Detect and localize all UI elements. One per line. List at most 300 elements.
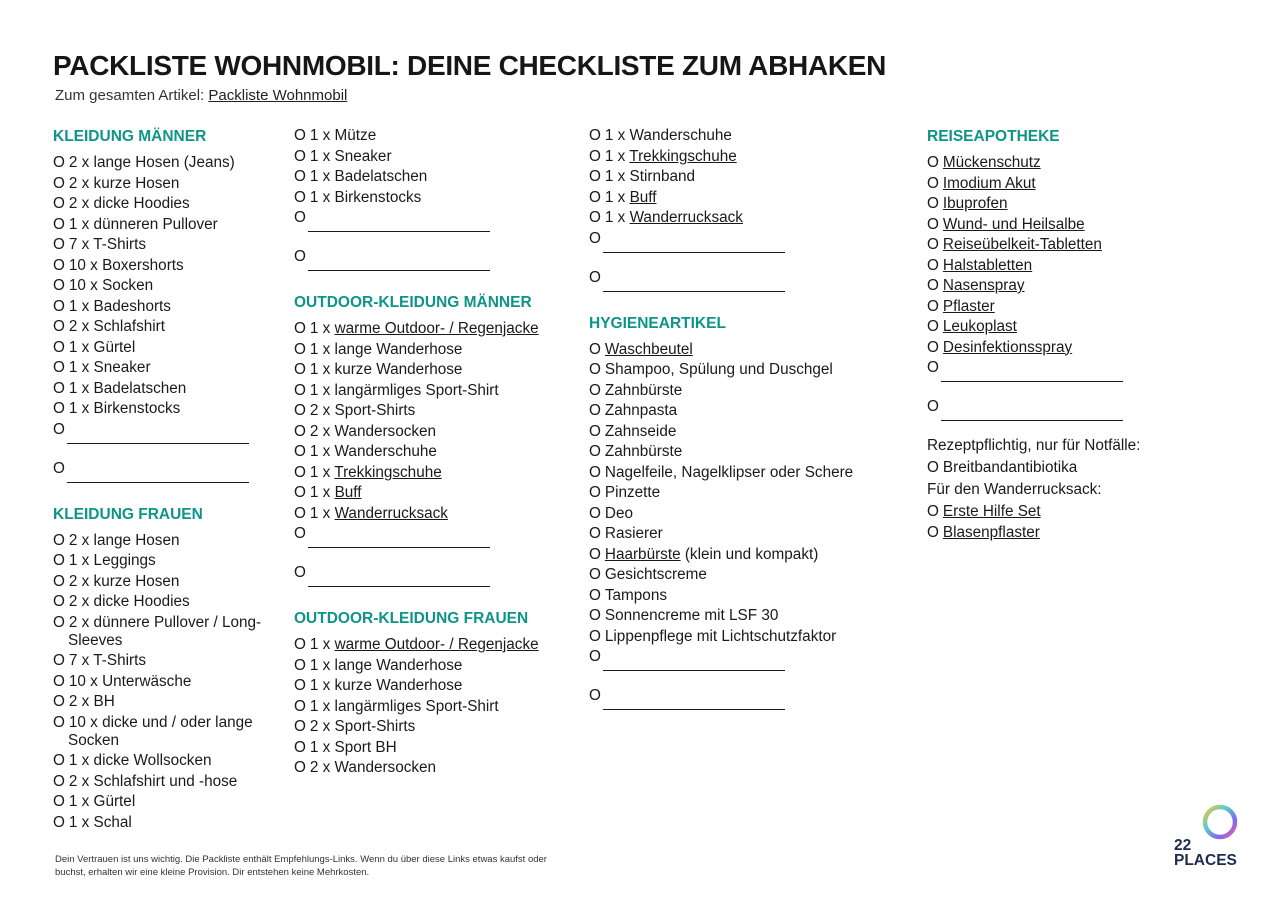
checklist-item	[294, 423, 574, 441]
checkbox-circle[interactable]: O	[589, 627, 601, 645]
item-text: 1 x lange Wanderhose	[309, 656, 463, 674]
checkbox-circle[interactable]: O	[294, 759, 306, 776]
checklist-item	[53, 814, 283, 832]
checklist-item	[53, 298, 283, 316]
checkbox-circle[interactable]: O	[294, 564, 306, 581]
checklist-section	[589, 127, 909, 292]
checklist-item	[927, 216, 1217, 234]
item-text: Breitbandantibiotika	[942, 459, 1078, 476]
checkbox-circle[interactable]: O	[927, 154, 939, 171]
item-quantity: 1 x	[604, 209, 630, 226]
checkbox-circle[interactable]: O	[53, 693, 65, 710]
checklist	[927, 154, 1217, 542]
item-quantity: 1 x	[309, 463, 335, 481]
checklist-column-2	[294, 127, 574, 799]
checkbox-circle[interactable]: O	[53, 713, 65, 731]
blank-checklist-item	[927, 359, 1217, 382]
checkbox-circle[interactable]: O	[927, 195, 939, 212]
write-in-line[interactable]	[603, 656, 785, 671]
product-link[interactable]: Imodium Akut	[942, 174, 1036, 192]
checklist	[53, 154, 283, 483]
checkbox-circle[interactable]: O	[53, 593, 65, 610]
checkbox-circle[interactable]: O	[53, 195, 65, 212]
subtitle-prefix: Zum gesamten Artikel:	[55, 87, 205, 104]
checkbox-circle[interactable]: O	[53, 154, 65, 171]
checklist-item	[927, 339, 1217, 357]
checkbox-circle[interactable]: O	[53, 277, 65, 294]
checklist-item	[53, 216, 283, 234]
checklist-item	[589, 464, 909, 482]
product-link[interactable]: Wanderrucksack	[334, 504, 448, 522]
checkbox-circle[interactable]: O	[927, 338, 939, 356]
checklist-item	[589, 127, 909, 145]
checkbox-circle[interactable]: O	[294, 209, 306, 226]
item-text: Sonnencreme mit LSF 30	[604, 607, 779, 624]
item-quantity: 1 x	[309, 636, 335, 653]
item-text: 1 x lange Wanderhose	[309, 340, 463, 358]
write-in-line[interactable]	[603, 277, 785, 292]
checkbox-circle[interactable]: O	[294, 147, 306, 165]
checklist-item	[294, 189, 574, 207]
checklist-item	[589, 423, 909, 441]
checkbox-circle[interactable]: O	[53, 793, 65, 810]
checkbox-circle[interactable]: O	[927, 398, 939, 415]
checklist-item	[53, 400, 283, 418]
item-text: Nagelfeile, Nagelklipser oder Schere	[604, 463, 854, 481]
blank-checklist-item	[53, 421, 283, 444]
checkbox-circle[interactable]: O	[927, 523, 939, 541]
checklist-item	[53, 614, 283, 650]
checkbox-circle[interactable]: O	[589, 147, 601, 165]
checkbox-circle[interactable]: O	[294, 381, 306, 399]
checkbox-circle[interactable]: O	[294, 484, 306, 501]
checklist-item	[927, 318, 1217, 336]
checkbox-circle[interactable]: O	[294, 504, 306, 522]
item-text: 2 x dünnere Pullover / Long-Sleeves	[68, 613, 262, 649]
checklist-item	[294, 148, 574, 166]
checklist-item	[589, 382, 909, 400]
checkbox-circle[interactable]: O	[294, 697, 306, 715]
checkbox-circle[interactable]: O	[53, 236, 65, 253]
checklist-section	[294, 127, 574, 271]
checklist-item	[53, 236, 283, 254]
checkbox-circle[interactable]: O	[294, 340, 306, 358]
blank-checklist-item	[294, 525, 574, 548]
product-link[interactable]: warme Outdoor- / Regenjacke	[334, 320, 539, 337]
checkbox-circle[interactable]: O	[927, 318, 939, 335]
checkbox-circle[interactable]: O	[294, 422, 306, 440]
item-text: 1 x Wanderschuhe	[604, 127, 732, 144]
item-quantity: 1 x	[604, 147, 630, 165]
item-text: 10 x Boxershorts	[68, 256, 184, 274]
checklist-item	[53, 652, 283, 670]
checkbox-circle[interactable]: O	[53, 318, 65, 335]
item-text: 1 x Badelatschen	[309, 168, 428, 185]
checkbox-circle[interactable]: O	[589, 545, 601, 563]
product-link[interactable]: warme Outdoor- / Regenjacke	[334, 636, 539, 653]
checkbox-circle[interactable]: O	[589, 422, 601, 440]
checklist-item	[53, 359, 283, 377]
item-text: 1 x Badeshorts	[68, 297, 171, 315]
checkbox-circle[interactable]: O	[53, 772, 65, 790]
product-link[interactable]: Leukoplast	[942, 318, 1017, 335]
checkbox-circle[interactable]: O	[294, 168, 306, 185]
checkbox-circle[interactable]: O	[294, 677, 306, 694]
product-link[interactable]: Nasenspray	[942, 277, 1025, 294]
item-quantity: 1 x	[309, 320, 335, 337]
item-text: 1 x Sport BH	[309, 738, 397, 756]
checkbox-circle[interactable]: O	[53, 256, 65, 274]
blank-checklist-item	[589, 230, 909, 253]
checkbox-circle[interactable]: O	[53, 297, 65, 315]
list-note: Rezeptpflichtig, nur für Notfälle:	[927, 437, 1141, 454]
write-in-line[interactable]	[308, 572, 490, 587]
checkbox-circle[interactable]: O	[589, 566, 601, 583]
checklist-item	[53, 752, 283, 770]
item-text: Zahnseide	[604, 422, 677, 440]
checklist-item	[294, 739, 574, 757]
checklist-section	[589, 314, 909, 711]
checklist-item	[589, 628, 909, 646]
checkbox-circle[interactable]: O	[589, 402, 601, 419]
write-in-line[interactable]	[941, 367, 1123, 382]
checklist-item	[589, 546, 909, 564]
checkbox-circle[interactable]: O	[589, 361, 601, 378]
write-in-line[interactable]	[308, 217, 490, 232]
checkbox-circle[interactable]: O	[927, 215, 939, 233]
checklist-item	[53, 257, 283, 275]
checklist-item	[294, 505, 574, 523]
checkbox-circle[interactable]: O	[927, 297, 939, 315]
checklist-item	[53, 277, 283, 295]
product-link[interactable]: Desinfektionsspray	[942, 338, 1073, 356]
item-text: Lippenpflege mit Lichtschutzfaktor	[604, 627, 837, 645]
checklist-item	[294, 443, 574, 461]
blank-checklist-item	[589, 648, 909, 671]
item-text: 2 x kurze Hosen	[68, 572, 180, 590]
logo-line-1: 22	[1174, 837, 1192, 854]
checklist-item	[53, 714, 283, 750]
item-text: 1 x Mütze	[309, 127, 377, 144]
item-text: 2 x BH	[68, 693, 115, 710]
checklist-item	[589, 402, 909, 420]
checkbox-circle[interactable]: O	[589, 484, 601, 501]
product-link[interactable]: Buff	[334, 484, 362, 501]
section-heading: KLEIDUNG FRAUEN	[53, 505, 203, 523]
write-in-line[interactable]	[308, 256, 490, 271]
checklist-item	[53, 693, 283, 711]
checkbox-circle[interactable]: O	[53, 652, 65, 669]
checkbox-circle[interactable]: O	[294, 718, 306, 735]
checklist-section	[294, 293, 574, 587]
item-text: 1 x kurze Wanderhose	[309, 361, 463, 378]
checklist-item	[294, 636, 574, 654]
brand-logo	[1172, 802, 1244, 870]
checkbox-circle[interactable]: O	[294, 402, 306, 419]
checkbox-circle[interactable]: O	[294, 463, 306, 481]
checkbox-circle[interactable]: O	[294, 738, 306, 756]
checklist-column-4	[927, 127, 1217, 564]
checkbox-circle[interactable]: O	[53, 752, 65, 769]
checkbox-circle[interactable]: O	[589, 381, 601, 399]
item-text: 1 x Schal	[68, 813, 132, 831]
section-heading: REISEAPOTHEKE	[927, 128, 1060, 145]
checklist-item	[53, 154, 283, 172]
checkbox-circle[interactable]: O	[53, 572, 65, 590]
section-heading: KLEIDUNG MÄNNER	[53, 128, 207, 145]
logo-wordmark	[1174, 838, 1237, 868]
product-link[interactable]: Pflaster	[942, 297, 995, 315]
checklist	[294, 320, 574, 587]
item-text: Pinzette	[604, 484, 661, 501]
checklist-section	[53, 127, 283, 483]
checklist-item	[589, 587, 909, 605]
checkbox-circle[interactable]: O	[589, 268, 601, 286]
logo-line-2: PLACES	[1174, 852, 1237, 869]
checklist-item	[294, 759, 574, 777]
blank-checklist-item	[53, 460, 283, 483]
write-in-line[interactable]	[941, 406, 1123, 421]
checkbox-circle[interactable]: O	[294, 525, 306, 542]
checklist-item	[53, 380, 283, 398]
checklist-item	[294, 320, 574, 338]
checkbox-circle[interactable]: O	[927, 256, 939, 274]
checklist-item	[294, 382, 574, 400]
section-heading: OUTDOOR-KLEIDUNG FRAUEN	[294, 610, 529, 627]
checkbox-circle[interactable]: O	[589, 340, 601, 358]
checklist-item	[589, 361, 909, 379]
checkbox-circle[interactable]: O	[53, 531, 65, 549]
checkbox-circle[interactable]: O	[53, 379, 65, 397]
checkbox-circle[interactable]: O	[294, 443, 306, 460]
checkbox-circle[interactable]: O	[294, 636, 306, 653]
checklist-item	[294, 677, 574, 695]
checklist-item	[589, 209, 909, 227]
checkbox-circle[interactable]: O	[53, 813, 65, 831]
write-in-line[interactable]	[603, 695, 785, 710]
checklist-item	[53, 532, 283, 550]
product-link[interactable]: Buff	[629, 188, 657, 206]
checklist-item	[589, 148, 909, 166]
item-text: 1 x Gürtel	[68, 338, 136, 356]
checklist-item	[589, 168, 909, 186]
checklist-item	[294, 484, 574, 502]
checkbox-circle[interactable]: O	[53, 338, 65, 356]
checklist-item	[589, 525, 909, 543]
checkbox-circle[interactable]: O	[927, 236, 939, 253]
product-link[interactable]: Trekkingschuhe	[334, 463, 442, 481]
checklist	[294, 636, 574, 777]
checklist	[53, 532, 283, 832]
item-text: 1 x Stirnband	[604, 168, 696, 185]
checklist-item	[294, 698, 574, 716]
checkbox-circle[interactable]: O	[53, 672, 65, 690]
write-in-line[interactable]	[67, 468, 249, 483]
checklist-item	[53, 793, 283, 811]
checklist-item	[589, 607, 909, 625]
checklist-item	[927, 503, 1217, 521]
item-text: 2 x lange Hosen	[68, 531, 180, 549]
article-link[interactable]: Packliste Wohnmobil	[208, 87, 348, 104]
product-link[interactable]: Blasenpflaster	[942, 523, 1040, 541]
checkbox-circle[interactable]: O	[589, 648, 601, 665]
blank-checklist-item	[589, 269, 909, 292]
checklist-item	[294, 127, 574, 145]
item-text: 1 x langärmliges Sport-Shirt	[309, 697, 499, 715]
item-text: 2 x dicke Hoodies	[68, 195, 190, 212]
section-heading: HYGIENEARTIKEL	[589, 314, 726, 332]
checklist-item	[927, 459, 1217, 477]
write-in-line[interactable]	[308, 533, 490, 548]
checkbox-circle[interactable]: O	[294, 188, 306, 206]
item-text: 1 x Birkenstocks	[309, 188, 422, 206]
item-text: 1 x Sneaker	[309, 147, 392, 165]
item-text: Deo	[604, 504, 633, 522]
checkbox-circle[interactable]: O	[589, 525, 601, 542]
product-link[interactable]: Erste Hilfe Set	[942, 503, 1041, 520]
checkbox-circle[interactable]: O	[589, 687, 601, 704]
checkbox-circle[interactable]: O	[927, 174, 939, 192]
checklist-item	[53, 318, 283, 336]
checkbox-circle[interactable]: O	[927, 277, 939, 294]
product-link[interactable]: Wanderrucksack	[629, 209, 743, 226]
checkbox-circle[interactable]: O	[294, 127, 306, 144]
item-text: 1 x kurze Wanderhose	[309, 677, 463, 694]
item-text: Rasierer	[604, 525, 663, 542]
checkbox-circle[interactable]: O	[589, 586, 601, 604]
checklist-section	[294, 609, 574, 777]
item-text: 1 x Gürtel	[68, 793, 136, 810]
item-text: Zahnpasta	[604, 402, 678, 419]
checkbox-circle[interactable]: O	[53, 359, 65, 376]
item-text: 1 x dicke Wollsocken	[68, 752, 212, 769]
checklist-item	[294, 341, 574, 359]
section-heading: OUTDOOR-KLEIDUNG MÄNNER	[294, 294, 532, 311]
item-text: 1 x Leggings	[68, 552, 156, 569]
product-link[interactable]: Wund- und Heilsalbe	[942, 215, 1085, 233]
checklist-item	[294, 402, 574, 420]
checkbox-circle[interactable]: O	[53, 400, 65, 417]
blank-checklist-item	[927, 398, 1217, 421]
item-quantity: 1 x	[309, 484, 335, 501]
checkbox-circle[interactable]: O	[294, 320, 306, 337]
checklist-section	[927, 127, 1217, 542]
checklist-item	[294, 361, 574, 379]
checklist-item	[294, 464, 574, 482]
checklist-column-3	[589, 127, 909, 732]
item-text: 2 x Wandersocken	[309, 759, 437, 776]
item-text: Zahnbürste	[604, 443, 683, 460]
checkbox-circle[interactable]: O	[294, 656, 306, 674]
item-text: 1 x langärmliges Sport-Shirt	[309, 381, 499, 399]
checkbox-circle[interactable]: O	[927, 359, 939, 376]
checklist	[294, 127, 574, 271]
checklist-item	[53, 593, 283, 611]
checkbox-circle[interactable]: O	[589, 443, 601, 460]
item-text: 7 x T-Shirts	[68, 652, 146, 669]
blank-checklist-item	[589, 687, 909, 710]
checkbox-circle[interactable]: O	[589, 168, 601, 185]
write-in-line[interactable]	[603, 238, 785, 253]
product-link[interactable]: Haarbürste	[604, 545, 681, 563]
checkbox-circle[interactable]: O	[927, 503, 939, 520]
checkbox-circle[interactable]: O	[53, 174, 65, 192]
checkbox-circle[interactable]: O	[589, 463, 601, 481]
checklist	[589, 341, 909, 711]
checkbox-circle[interactable]: O	[53, 552, 65, 569]
checklist-item	[927, 257, 1217, 275]
write-in-line[interactable]	[67, 429, 249, 444]
checkbox-circle[interactable]: O	[589, 229, 601, 247]
checklist-item	[927, 154, 1217, 172]
checklist-item	[294, 168, 574, 186]
checklist-item	[589, 505, 909, 523]
checklist-item	[927, 277, 1217, 295]
item-text: 2 x dicke Hoodies	[68, 593, 190, 610]
item-suffix: (klein und kompakt)	[680, 545, 819, 563]
checkbox-circle[interactable]: O	[589, 504, 601, 522]
item-text: 2 x Sport-Shirts	[309, 402, 416, 419]
product-link[interactable]: Ibuprofen	[942, 195, 1008, 212]
item-text: 2 x Schlafshirt	[68, 318, 165, 335]
checkbox-circle[interactable]: O	[927, 459, 939, 476]
product-link[interactable]: Mückenschutz	[942, 154, 1041, 171]
checkbox-circle[interactable]: O	[53, 420, 65, 438]
item-text: 10 x Unterwäsche	[68, 672, 192, 690]
item-text: 10 x dicke und / oder lange Socken	[68, 713, 253, 749]
item-text: 1 x Wanderschuhe	[309, 443, 437, 460]
checkbox-circle[interactable]: O	[589, 209, 601, 226]
item-text: 2 x kurze Hosen	[68, 174, 180, 192]
checklist-item	[927, 195, 1217, 213]
checkbox-circle[interactable]: O	[53, 613, 65, 631]
item-text: Tampons	[604, 586, 667, 604]
item-text: Zahnbürste	[604, 381, 683, 399]
logo-ring-icon	[1200, 802, 1240, 842]
checklist-item	[927, 524, 1217, 542]
checklist-item	[927, 298, 1217, 316]
checkbox-circle[interactable]: O	[294, 248, 306, 265]
checklist-item	[53, 195, 283, 213]
article-reference	[55, 87, 347, 104]
item-quantity: 1 x	[309, 504, 335, 522]
checklist-column-1	[53, 127, 283, 854]
blank-checklist-item	[294, 248, 574, 271]
product-link[interactable]: Trekkingschuhe	[629, 147, 737, 165]
checklist-section	[53, 505, 283, 832]
item-text: 1 x Birkenstocks	[68, 400, 181, 417]
product-link[interactable]: Waschbeutel	[604, 340, 693, 358]
checklist-item	[589, 566, 909, 584]
checkbox-circle[interactable]: O	[53, 459, 65, 477]
product-link[interactable]: Halstabletten	[942, 256, 1033, 274]
affiliate-disclaimer: Dein Vertrauen ist uns wichtig. Die Packliste enthält Empfehlungs-Links. Wenn du über diese Links etwas kaufst oder buchst, erhalten wir eine kleine Provision. Dir entstehen keine Mehrkosten.	[55, 854, 547, 878]
blank-checklist-item	[294, 209, 574, 232]
item-text: 10 x Socken	[68, 277, 154, 294]
checkbox-circle[interactable]: O	[589, 188, 601, 206]
checkbox-circle[interactable]: O	[589, 127, 601, 144]
item-text: 2 x Schlafshirt und -hose	[68, 772, 238, 790]
checkbox-circle[interactable]: O	[589, 607, 601, 624]
checklist-item	[589, 443, 909, 461]
checklist-item	[589, 189, 909, 207]
checkbox-circle[interactable]: O	[294, 361, 306, 378]
checklist	[589, 127, 909, 292]
checklist-item	[589, 484, 909, 502]
product-link[interactable]: Reiseübelkeit-Tabletten	[942, 236, 1102, 253]
checkbox-circle[interactable]: O	[53, 215, 65, 233]
checklist-item	[53, 673, 283, 691]
